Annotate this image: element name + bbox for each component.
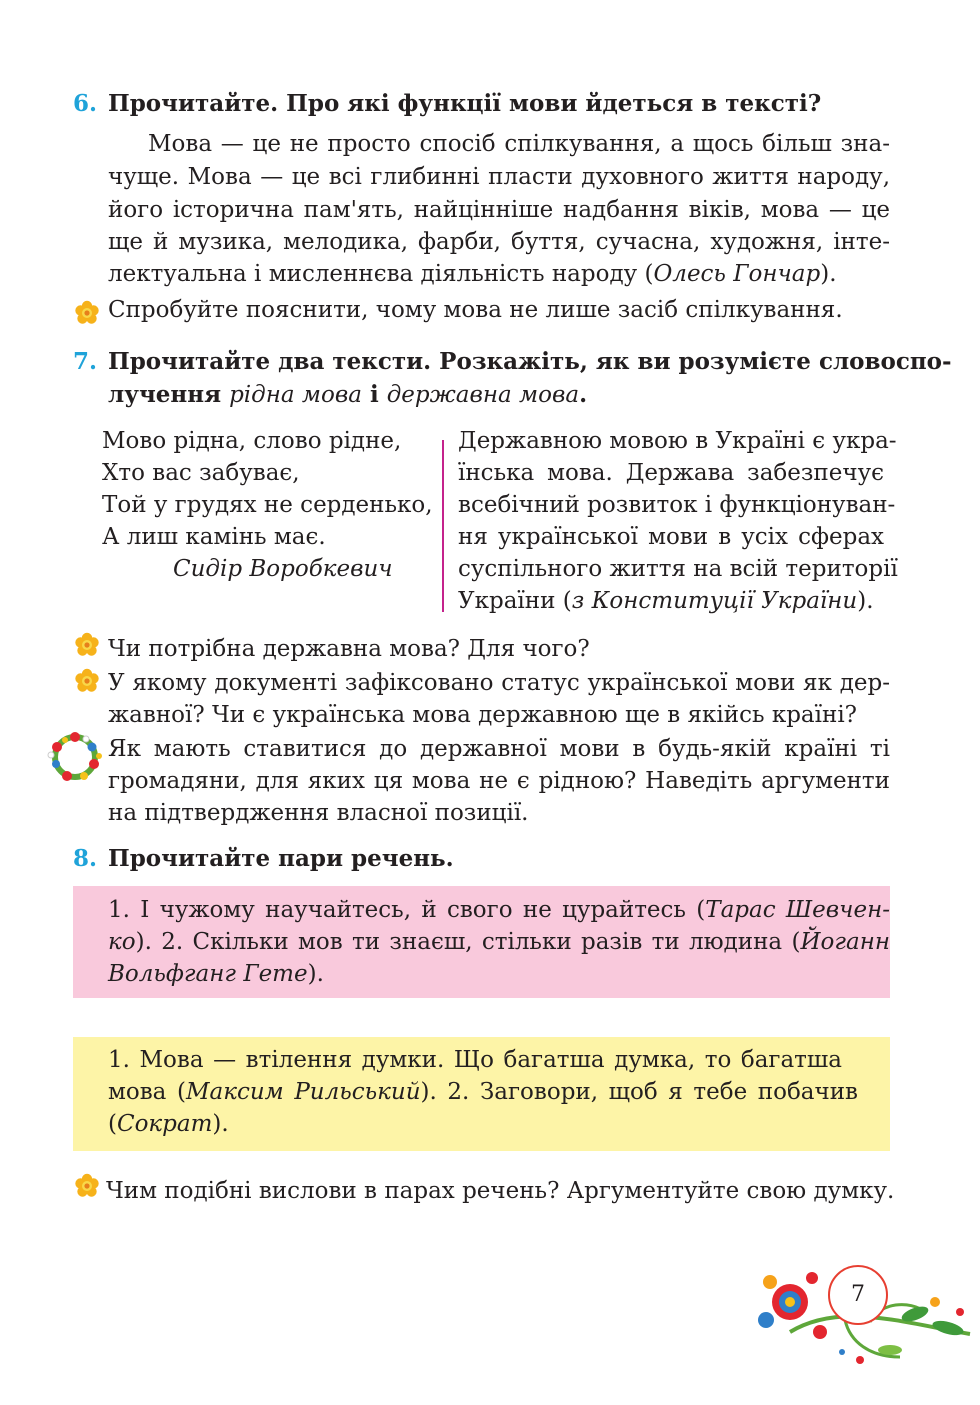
quote-pair-1-line-2: ко). 2. Скільки мов ти знаєш, стільки разів ти людина (Йоганн <box>108 929 890 955</box>
quote-pair-1-line-1: 1. І чужому научайтесь, й свого не цурайтесь (Тарас Шевчен- <box>108 897 891 923</box>
task-7-question-3-line-2: громадяни, для яких ця мова не є рідною? Наведіть аргументи <box>108 768 890 794</box>
task-6-author: Олесь Гончар <box>653 261 821 287</box>
flower-icon <box>74 668 100 694</box>
quote-pair-2-line-1: 1. Мова — втілення думки. Що багатша думка, то багатша <box>108 1047 842 1073</box>
flower-icon <box>74 1173 100 1199</box>
poem-line-3: Той у грудях не серденько, <box>102 492 433 518</box>
task-6-number: 6. <box>73 90 98 117</box>
poem-author: Сидір Воробкевич <box>173 556 393 582</box>
column-divider <box>442 440 444 612</box>
task-7-heading-line-1: Прочитайте два тексти. Розкажіть, як ви розумієте словоспо- <box>108 348 952 375</box>
task-6-text-line-2: чуще. Мова — це всі глибинні пласти духовного життя народу, <box>108 164 890 190</box>
poem-line-2: Хто вас забуває, <box>102 460 300 486</box>
poem-line-4: А лиш камінь має. <box>102 524 326 550</box>
task-7-question-3-line-1: Як мають ставитися до державної мови в будь-якій країні ті <box>108 736 890 762</box>
task-7-heading-line-2: лучення рідна мова і державна мова. <box>108 381 588 408</box>
term-state-language: державна мова <box>386 382 580 408</box>
constitution-source: з Конституції України <box>571 588 858 614</box>
task-6-text-line-5: лектуальна і мисленнєва діяльність народу (Олесь Гончар). <box>108 261 837 287</box>
task-8-number: 8. <box>73 845 98 872</box>
constitution-line-3: всебічний розвиток і функціонуван- <box>458 492 896 518</box>
task-8-question: Чим подібні вислови в парах речень? Аргументуйте свою думку. <box>106 1178 895 1204</box>
wreath-icon <box>46 728 104 786</box>
task-7-number: 7. <box>73 348 98 375</box>
flower-icon <box>74 632 100 658</box>
task-6-text-line-3: його історична пам'ять, найцінніше надбання віків, мова — це <box>108 197 890 223</box>
quote-pair-2-line-2: мова (Максим Рильський). 2. Заговори, щоб я тебе побачив <box>108 1079 859 1105</box>
task-7-question-2-line-1: У якому документі зафіксовано статус української мови як дер- <box>108 670 890 696</box>
constitution-line-6: України (з Конституції України). <box>458 588 874 614</box>
task-8-heading: Прочитайте пари речень. <box>108 845 454 872</box>
task-6-text-line-4: ще й музика, мелодика, фарби, буття, сучасна, художня, інте- <box>108 229 890 255</box>
task-7-question-2-line-2: жавної? Чи є українська мова державною ще в якійсь країні? <box>108 702 858 728</box>
page-number: 7 <box>828 1265 888 1325</box>
constitution-line-2: їнська мова. Держава забезпечує <box>458 460 884 486</box>
term-native-language: рідна мова <box>229 382 362 408</box>
task-7-question-3-line-3: на підтвердження власної позиції. <box>108 800 529 826</box>
task-7-question-1: Чи потрібна державна мова? Для чого? <box>108 636 590 662</box>
constitution-line-5: суспільного життя на всій території <box>458 556 898 582</box>
flower-icon <box>74 300 100 326</box>
poem-line-1: Мово рідна, слово рідне, <box>102 428 402 454</box>
quote-pair-1-line-3: Вольфганг Гете). <box>108 961 324 987</box>
task-6-heading: Прочитайте. Про які функції мови йдеться в тексті? <box>108 90 822 117</box>
constitution-line-4: ня української мови в усіх сферах <box>458 524 884 550</box>
constitution-line-1: Державною мовою в Україні є укра- <box>458 428 897 454</box>
task-6-text-line-1: Мова — це не просто спосіб спілкування, а щось більш зна- <box>148 131 890 157</box>
task-6-question: Спробуйте пояснити, чому мова не лише засіб спілкування. <box>108 297 843 323</box>
quote-pair-2-line-3: (Сократ). <box>108 1111 229 1137</box>
